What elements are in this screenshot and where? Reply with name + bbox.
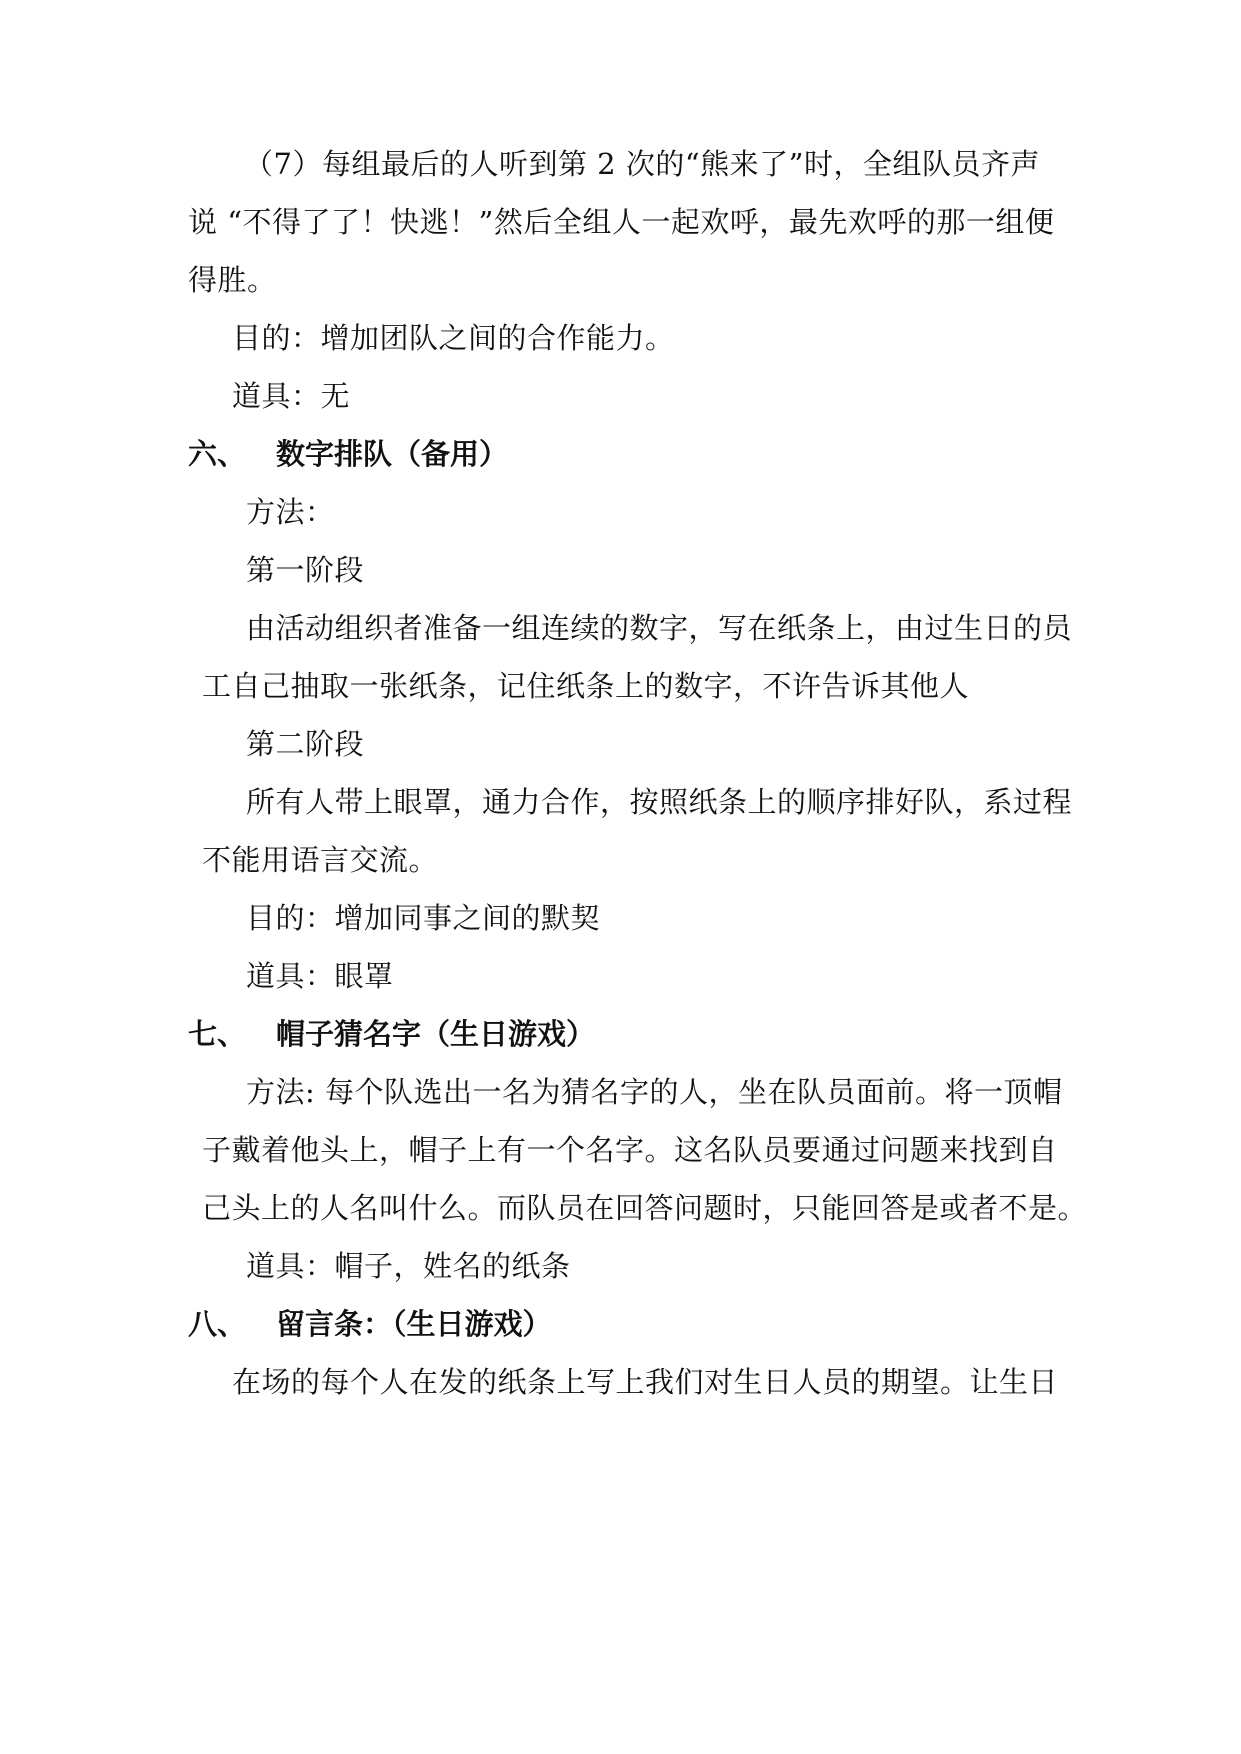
message-line1: 在场的每个人在发的纸条上写上我们对生日人员的期望。让生日: [232, 1365, 1059, 1399]
purpose-text: 目的：增加同事之间的默契: [246, 901, 601, 935]
method-label: 方法：: [246, 495, 335, 529]
method-line2: 子戴着他头上，帽子上有一个名字。这名队员要通过问题来找到自: [202, 1133, 1058, 1167]
section-heading: [188, 436, 508, 472]
stage2-title: 第二阶段: [246, 727, 365, 761]
props-text: 道具：帽子，姓名的纸条: [246, 1249, 571, 1283]
step7-line1: （7）每组最后的人听到第 2 次的“熊来了”时，全组队员齐声: [244, 147, 1040, 181]
section-heading: [188, 1306, 552, 1342]
purpose-text: 目的：增加团队之间的合作能力。: [232, 321, 675, 355]
section-title: 数字排队（备用）: [276, 437, 509, 471]
section-title: 帽子猜名字（生日游戏）: [276, 1017, 596, 1051]
section-number: 七、: [188, 1017, 247, 1051]
step7-line3: 得胜。: [188, 263, 277, 297]
props-text: 道具：眼罩: [246, 959, 394, 993]
stage1-line1: 由活动组织者准备一组连续的数字，写在纸条上，由过生日的员: [246, 611, 1073, 645]
stage2-line1: 所有人带上眼罩，通力合作，按照纸条上的顺序排好队，系过程: [246, 785, 1073, 819]
stage1-title: 第一阶段: [246, 553, 365, 587]
stage1-line2: 工自己抽取一张纸条，记住纸条上的数字，不许告诉其他人: [202, 669, 970, 703]
section-heading: [188, 1016, 595, 1052]
stage2-line2: 不能用语言交流。: [202, 843, 439, 877]
section-number: 六、: [188, 437, 247, 471]
method-line3: 己头上的人名叫什么。而队员在回答问题时，只能回答是或者不是。: [202, 1191, 1088, 1225]
props-text: 道具：无: [232, 379, 351, 413]
step7-line2: 说 “不得了了！快逃！”然后全组人一起欢呼，最先欢呼的那一组便: [188, 205, 1055, 239]
section-number: 八、: [188, 1307, 247, 1341]
method-line1: 方法: 每个队选出一名为猜名字的人，坐在队员面前。将一顶帽: [246, 1075, 1063, 1109]
section-title: 留言条：（生日游戏）: [276, 1307, 552, 1341]
